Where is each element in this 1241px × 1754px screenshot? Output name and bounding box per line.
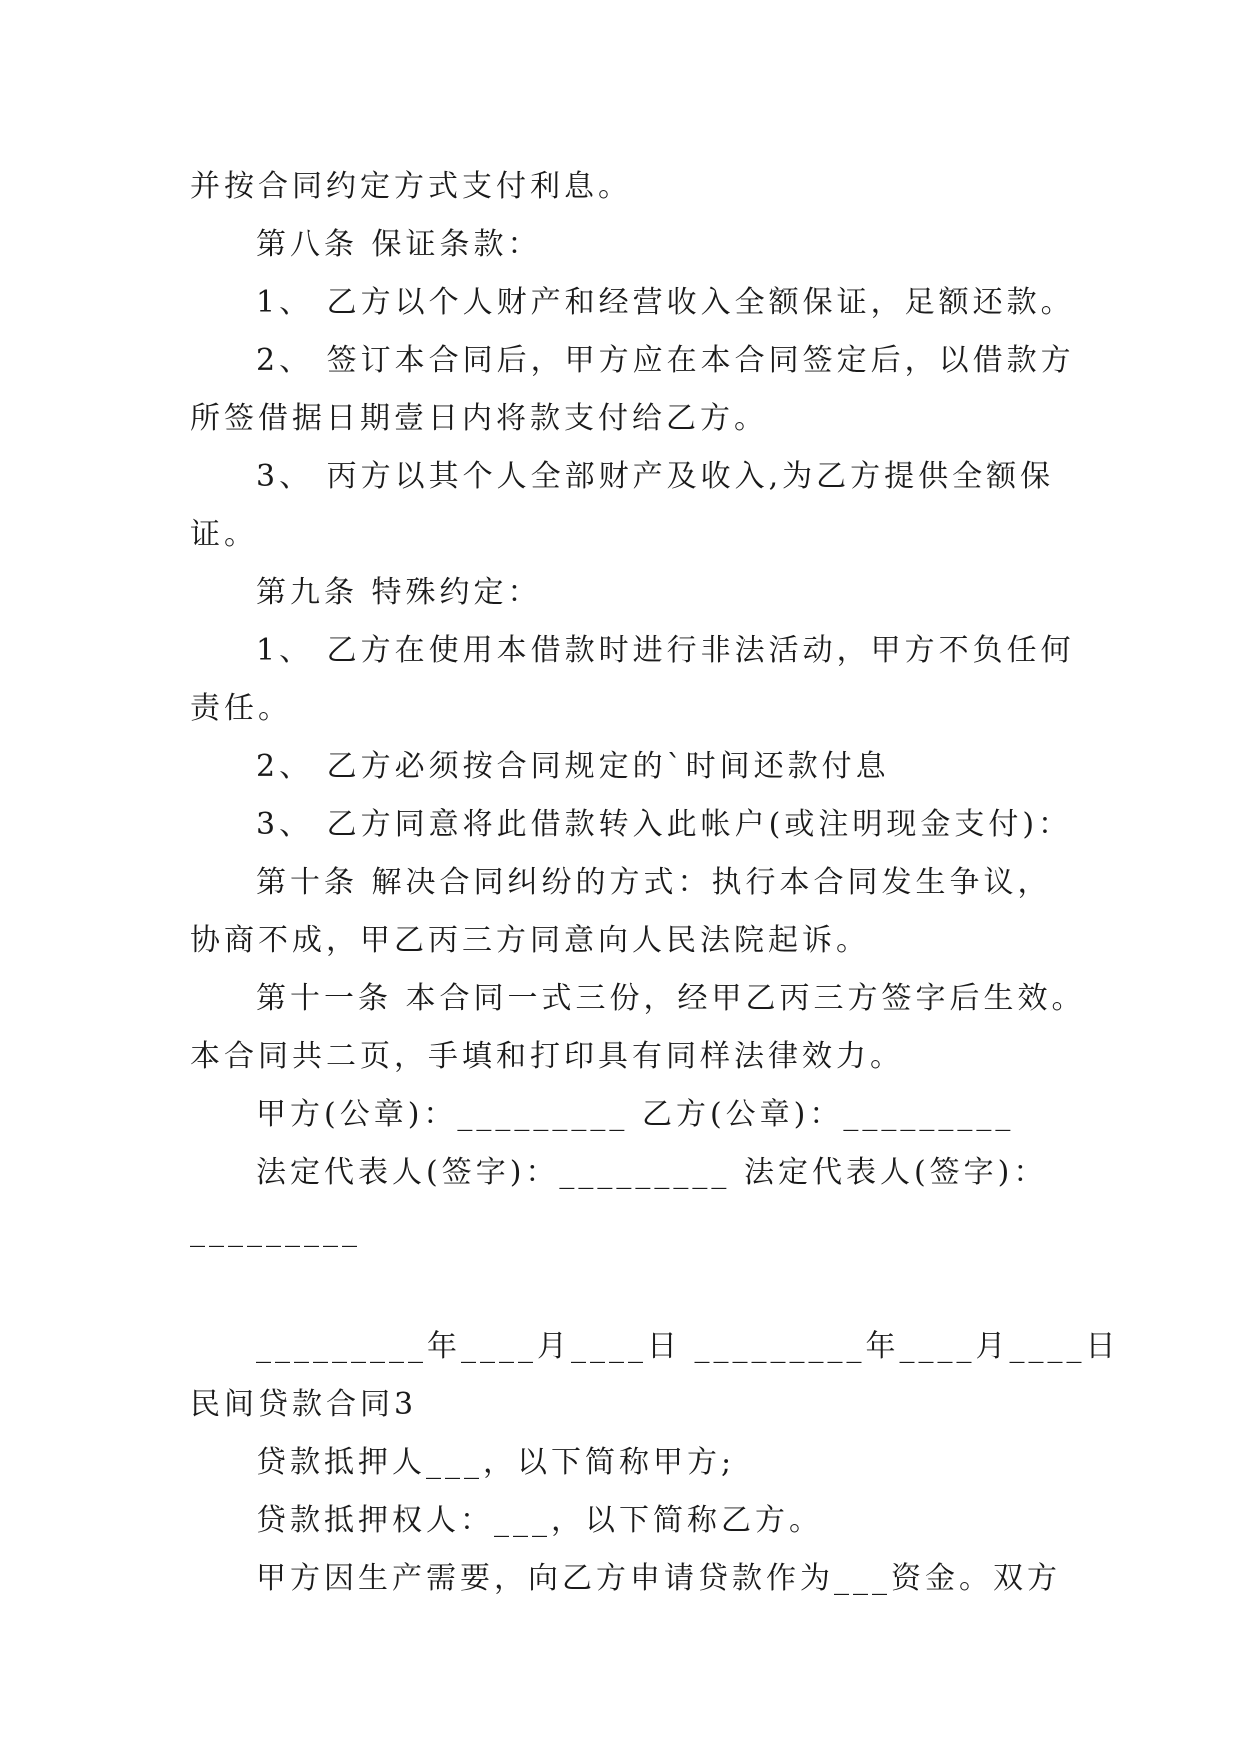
date-line: _________年____月____日 _________年____月____日 (256, 1329, 1120, 1364)
clause-item: 2、 乙方必须按合同规定的`时间还款付息 (256, 749, 890, 784)
clause-item: 1、 乙方在使用本借款时进行非法活动，甲方不负任何 (256, 633, 1075, 668)
article-heading: 第十条 解决合同纠纷的方式：执行本合同发生争议， (256, 865, 1052, 900)
paragraph-line: 协商不成，甲乙丙三方同意向人民法院起诉。 (190, 923, 870, 958)
paragraph-line: 并按合同约定方式支付利息。 (190, 169, 632, 204)
article-heading: 第八条 保证条款： (256, 227, 542, 262)
paragraph-line: 本合同共二页，手填和打印具有同样法律效力。 (190, 1039, 904, 1074)
paragraph-line: 证。 (190, 517, 258, 552)
clause-item: 2、 签订本合同后，甲方应在本合同签定后，以借款方 (256, 343, 1075, 378)
party-line: 贷款抵押权人：___，以下简称乙方。 (256, 1503, 823, 1538)
party-line: 贷款抵押人___，以下简称甲方; (256, 1445, 736, 1480)
signature-line: 甲方(公章)：_________ 乙方(公章)：_________ (256, 1097, 1015, 1132)
paragraph-line: 责任。 (190, 691, 292, 726)
document-page (190, 158, 1120, 1608)
clause-item: 3、 丙方以其个人全部财产及收入,为乙方提供全额保 (256, 459, 1055, 494)
paragraph-line: 所签借据日期壹日内将款支付给乙方。 (190, 401, 768, 436)
clause-item: 1、 乙方以个人财产和经营收入全额保证，足额还款。 (256, 285, 1075, 320)
article-heading: 第十一条 本合同一式三份，经甲乙丙三方签字后生效。 (256, 981, 1086, 1016)
document-title: 民间贷款合同3 (190, 1387, 418, 1422)
article-heading: 第九条 特殊约定： (256, 575, 542, 610)
signature-blank: _________ (190, 1213, 361, 1248)
clause-item: 3、 乙方同意将此借款转入此帐户(或注明现金支付)： (256, 807, 1073, 842)
spacer (190, 1260, 1070, 1318)
signature-line: 法定代表人(签字)：_________ 法定代表人(签字)： (256, 1155, 1048, 1190)
paragraph-line: 甲方因生产需要，向乙方申请贷款作为___资金。双方 (256, 1561, 1061, 1596)
